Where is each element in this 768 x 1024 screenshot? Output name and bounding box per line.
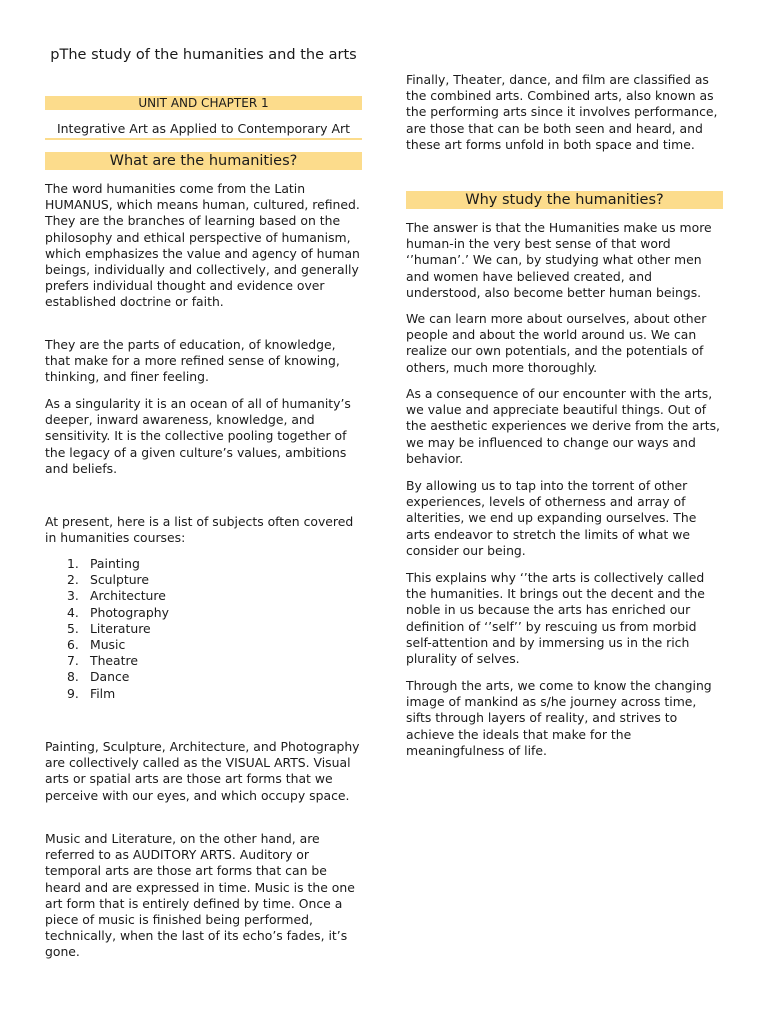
document-subtitle: Integrative Art as Applied to Contemporary Art [45, 121, 362, 140]
paragraph-appreciate-beauty: As a consequence of our encounter with the arts, we value and appreciate beautiful things. Out of the aesthetic experiences we derive from the arts, we may be influenced to change our ways and behavior. [406, 386, 721, 466]
list-item: 7. Theatre [67, 653, 138, 669]
paragraph-expanding-ourselves: By allowing us to tap into the torrent of other experiences, levels of otherness and array of alterities, we end up expanding ourselves. The arts endeavor to stretch the limits of what we consider our being. [406, 478, 697, 558]
list-item: 9. Film [67, 685, 116, 701]
document-title: pThe study of the humanities and the arts [50, 47, 357, 63]
list-item: 1. Painting [67, 556, 140, 571]
heading-why-study-humanities: Why study the humanities? [406, 191, 723, 209]
paragraph-combined-arts: Finally, Theater, dance, and film are classified as the combined arts. Combined arts, also known as the performing arts since it involves performance, are those that can be both seen and heard, and these art forms unfold in both space and time. [406, 72, 718, 152]
list-item: 3. Architecture [67, 588, 166, 604]
paragraph-auditory-arts: Music and Literature, on the other hand, are referred to as AUDITORY ARTS. Auditory or temporal arts are those art forms that can be heard and are expressed in time. Music is the one art form that is entirely defined by time. Once a piece of music is finished being performed, technically, when the last of its echo’s fades, it’s gone. [45, 831, 355, 960]
paragraph-collectively-humanities: This explains why ‘’the arts is collectively called the humanities. It brings out the decent and the noble in us because the arts has enriched our definition of ‘’self’’ by rescuing us from morbid self-attention and by immersing us in the rich plurality of selves. [406, 570, 705, 667]
heading-what-are-humanities: What are the humanities? [45, 152, 362, 170]
list-item: 6. Music [67, 637, 126, 653]
paragraph-visual-arts: Painting, Sculpture, Architecture, and Photography are collectively called as the VISUAL ARTS. Visual arts or spatial arts are those art forms that we perceive with our eyes, and which occupy space. [45, 739, 360, 803]
paragraph-parts-of-education: They are the parts of education, of knowledge, that make for a more refined sense of knowing, thinking, and finer feeling. [45, 337, 340, 385]
list-item: 5. Literature [67, 620, 151, 636]
list-item: 2. Sculpture [67, 572, 149, 588]
subjects-list [45, 556, 362, 702]
paragraph-humanities-definition: The word humanities come from the Latin HUMANUS, which means human, cultured, refined. They are the branches of learning based on the philosophy and ethical perspective of humanism, which emphasizes the value and agency of human beings, individually and collectively, and generally prefers individual thought and evidence over established doctrine or faith. [45, 181, 360, 310]
list-item: 8. Dance [67, 669, 130, 685]
paragraph-subjects-intro: At present, here is a list of subjects often covered in humanities courses: [45, 514, 354, 546]
list-item: 4. Photography [67, 604, 169, 620]
unit-chapter-banner: UNIT AND CHAPTER 1 [45, 96, 362, 110]
paragraph-singularity: As a singularity it is an ocean of all of humanity’s deeper, inward awareness, knowledge, and sensitivity. It is the collective pooling together of the legacy of a given culture’s values, ambitions and beliefs. [45, 396, 351, 476]
paragraph-make-us-human: The answer is that the Humanities make us more human-in the very best sense of that word ‘’human’.’ We can, by studying what other men and women have believed created, and understood, also become better human beings. [406, 220, 712, 300]
paragraph-changing-image: Through the arts, we come to know the changing image of mankind as s/he journey across time, sifts through layers of reality, and strives to achieve the ideals that make for the meaningfulness of life. [406, 678, 712, 758]
paragraph-learn-about-ourselves: We can learn more about ourselves, about other people and about the world around us. We can realize our own potentials, and the potentials of others, much more thoroughly. [406, 311, 707, 375]
